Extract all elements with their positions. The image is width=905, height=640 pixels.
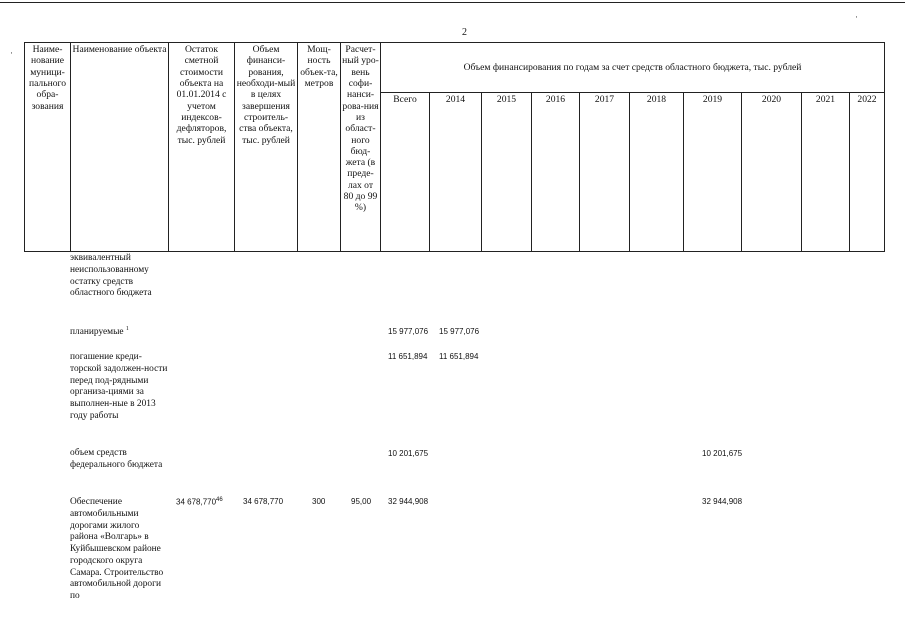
planned-footnote: 1	[125, 326, 129, 332]
object-remaining-cost	[176, 497, 223, 507]
header-year: 2021	[802, 93, 850, 252]
header-year: 2014	[430, 93, 482, 252]
header-total: Всего	[381, 93, 430, 252]
header-capacity: Мощ-ность объек-та, метров	[298, 43, 341, 252]
header-year: 2022	[850, 93, 885, 252]
object-2019: 32 944,908	[702, 497, 743, 506]
object-remaining-value: 34 678,770	[176, 497, 217, 507]
financing-table-header	[24, 42, 885, 252]
scan-speck: ·	[855, 12, 858, 22]
row-unused-balance-text: эквивалентный неиспользованному остатку средств областного бюджета	[70, 253, 152, 299]
row-object-text: Обеспечение автомобильными дорогами жилого района «Волгарь» в Куйбышевском районе городского округа Самара. Строительство автомобильной дороги по	[70, 497, 164, 601]
debt-total: 11 651,894	[388, 352, 428, 361]
header-object-name: Наименование объекта	[71, 43, 169, 252]
object-cofinancing: 95,00	[351, 497, 372, 506]
page-number: 2	[462, 27, 467, 38]
header-years-title: Объем финансирования по годам за счет средств областного бюджета, тыс. рублей	[381, 43, 885, 93]
row-debt-text: погашение креди-торской задолжен-ности перед под-рядными организа-циями за выполнен-ные в 2013 году работы	[70, 352, 168, 421]
row-planned-label	[70, 326, 168, 339]
object-funding-volume: 34 678,770	[243, 497, 284, 506]
debt-2014: 11 651,894	[439, 352, 479, 361]
header-year: 2017	[580, 93, 630, 252]
header-year: 2016	[532, 93, 580, 252]
object-remaining-footnote: 46	[216, 497, 223, 503]
header-cofinancing-level: Расчет-ный уро-вень софи-нанси-рова-ния из област-ного бюд-жета (в преде-лах от 80 до 99 %)	[341, 43, 381, 252]
object-capacity: 300	[312, 497, 326, 506]
header-funding-volume: Объем финанси-рования, необходи-мый в целях завершения строитель-ства объекта, тыс. рублей	[235, 43, 298, 252]
header-year: 2019	[684, 93, 742, 252]
scan-speck: ·	[10, 48, 13, 58]
planned-2014: 15 977,076	[439, 327, 480, 336]
header-municipality: Наиме-нование муници-пального обра-зования	[25, 43, 71, 252]
federal-total: 10 201,675	[388, 449, 429, 458]
top-border-line	[0, 2, 905, 3]
row-federal-text: объем средств федерального бюджета	[70, 448, 163, 470]
header-remaining-cost: Остаток сметной стоимости объекта на 01.01.2014 с учетом индексов-дефляторов, тыс. рублей	[169, 43, 235, 252]
header-year: 2020	[742, 93, 802, 252]
header-year: 2018	[630, 93, 684, 252]
object-total: 32 944,908	[388, 497, 429, 506]
federal-2019: 10 201,675	[702, 449, 743, 458]
header-year: 2015	[482, 93, 532, 252]
planned-label-text: планируемые	[70, 327, 124, 338]
planned-total: 15 977,076	[388, 327, 429, 336]
